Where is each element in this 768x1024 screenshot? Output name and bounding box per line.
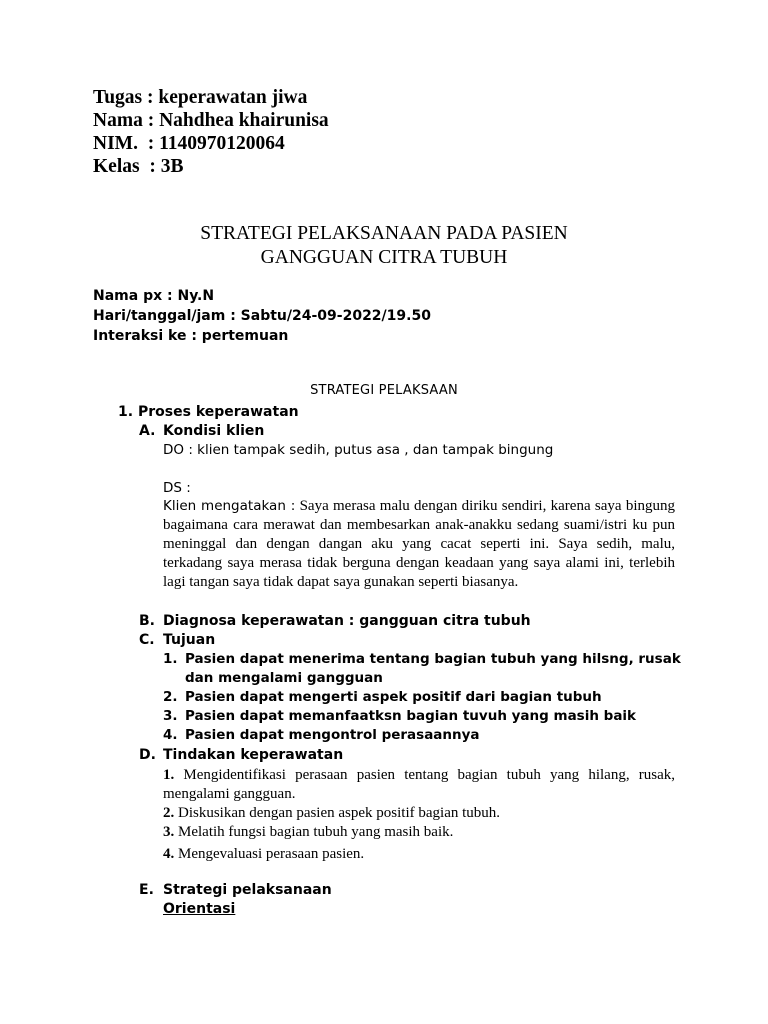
- section-a: [139, 422, 264, 440]
- section-b-label: Diagnosa keperawatan : gangguan citra tubuh: [163, 613, 531, 629]
- action-3-number: 3.: [163, 824, 175, 840]
- ds-lead: Klien mengatakan :: [163, 498, 296, 514]
- action-3: [163, 823, 675, 842]
- kelas-line: Kelas : 3B: [93, 156, 184, 177]
- action-2-number: 2.: [163, 805, 175, 821]
- section-a-label: Kondisi klien: [163, 423, 265, 439]
- section-e-label: Strategi pelaksanaan: [163, 882, 332, 898]
- patient-info: [93, 286, 431, 346]
- section-b: [139, 612, 531, 630]
- goal-1: [163, 650, 681, 669]
- action-1-number: 1.: [163, 767, 175, 783]
- action-4-text: Mengevaluasi perasaan pasien.: [178, 846, 365, 862]
- goal-4-text: Pasien dapat mengontrol perasaannya: [185, 727, 480, 743]
- item-1-number: 1.: [118, 404, 134, 420]
- action-4: [163, 845, 675, 864]
- ds-paragraph: [163, 497, 675, 592]
- goal-1-text: Pasien dapat menerima tentang bagian tubuh yang hilsng, rusak: [185, 651, 681, 667]
- action-1: [163, 766, 675, 804]
- section-title: STRATEGI PELAKSAAN: [310, 383, 458, 398]
- section-d: [139, 746, 343, 764]
- goal-4: [163, 726, 480, 745]
- interaction-number: Interaksi ke : pertemuan: [93, 328, 289, 344]
- section-c-label: Tujuan: [163, 632, 216, 648]
- item-1: [118, 403, 299, 421]
- goal-2-text: Pasien dapat mengerti aspek positif dari bagian tubuh: [185, 689, 602, 705]
- title-line-1: STRATEGI PELAKSANAAN PADA PASIEN: [200, 223, 568, 244]
- action-4-number: 4.: [163, 846, 175, 862]
- patient-name: Nama px : Ny.N: [93, 288, 215, 304]
- goal-2-number: 2.: [163, 689, 178, 705]
- orientasi-heading: Orientasi: [163, 901, 236, 917]
- action-2-text: Diskusikan dengan pasien aspek positif bagian tubuh.: [178, 805, 501, 821]
- ds-label: DS :: [163, 480, 191, 496]
- goal-1-continuation: dan mengalami gangguan: [185, 670, 383, 686]
- section-c-letter: C.: [139, 632, 155, 648]
- ds-body: Saya merasa malu dengan diriku sendiri, karena saya bingung bagaimana cara merawat dan membesarkan anak-anakku sedang suami/istri ku pun meninggal dan dengan dangan aku yang cacat seperti ini. Saya sedih, malu, terkadang saya merasa tidak berguna dengan keadaan yang saya alami ini, terlebih lagi tangan saya tidak dapat saya gunakan seperti biasanya.: [163, 498, 676, 590]
- section-e-letter: E.: [139, 882, 154, 898]
- tugas-line: Tugas : keperawatan jiwa: [93, 87, 308, 108]
- action-3-text: Melatih fungsi bagian tubuh yang masih baik.: [178, 824, 454, 840]
- goal-4-number: 4.: [163, 727, 178, 743]
- section-b-letter: B.: [139, 613, 155, 629]
- section-e: [139, 881, 332, 899]
- goal-3-number: 3.: [163, 708, 178, 724]
- section-d-label: Tindakan keperawatan: [163, 747, 344, 763]
- section-d-letter: D.: [139, 747, 156, 763]
- section-a-letter: A.: [139, 423, 156, 439]
- goal-3-text: Pasien dapat memanfaatksn bagian tuvuh yang masih baik: [185, 708, 637, 724]
- item-1-label: Proses keperawatan: [138, 404, 299, 420]
- assignment-header: [93, 86, 329, 178]
- action-2: [163, 804, 675, 823]
- goal-1-number: 1.: [163, 651, 178, 667]
- do-text: DO : klien tampak sedih, putus asa , dan tampak bingung: [163, 442, 554, 458]
- document-title: [0, 222, 768, 270]
- goal-3: [163, 707, 636, 726]
- title-line-2: GANGGUAN CITRA TUBUH: [260, 247, 508, 268]
- action-1-text: Mengidentifikasi perasaan pasien tentang bagian tubuh yang hilang, rusak, mengalami gangguan.: [163, 767, 675, 802]
- nim-line: NIM. : 1140970120064: [93, 133, 285, 154]
- goal-2: [163, 688, 602, 707]
- section-c: [139, 631, 215, 649]
- date-time: Hari/tanggal/jam : Sabtu/24-09-2022/19.50: [93, 308, 431, 324]
- nama-line: Nama : Nahdhea khairunisa: [93, 110, 329, 131]
